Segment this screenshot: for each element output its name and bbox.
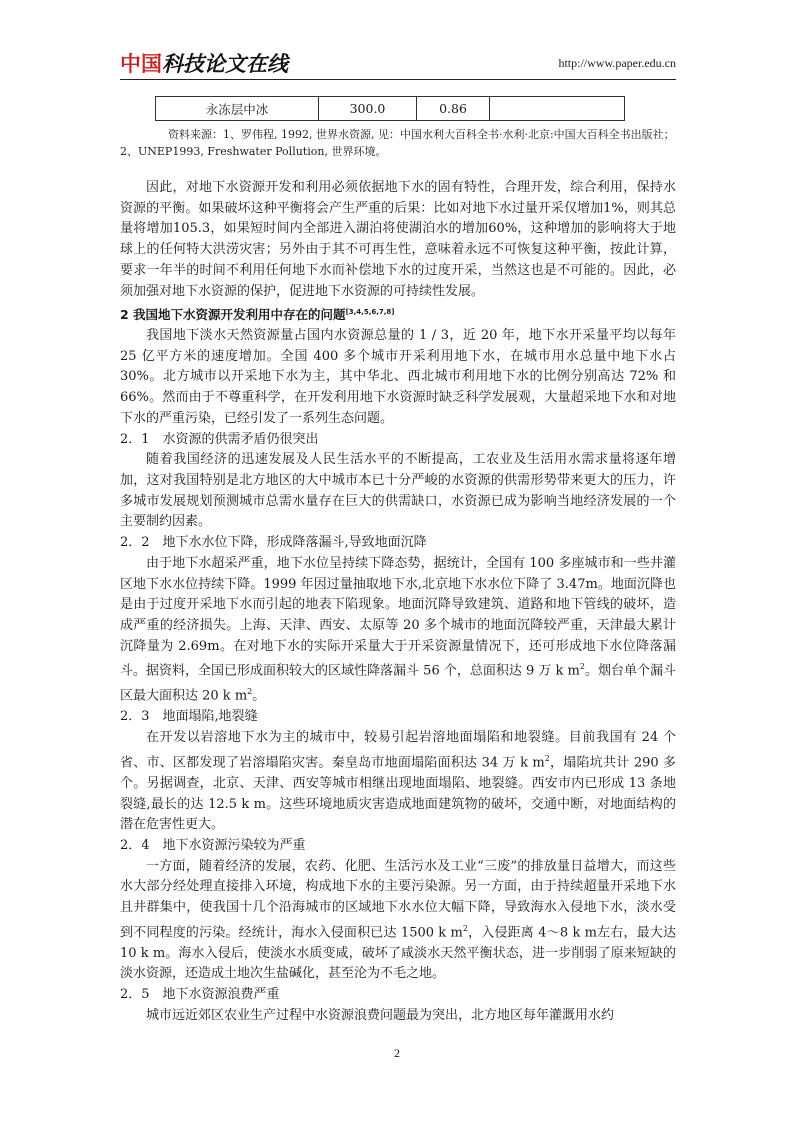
section-title: 2 我国地下水资源开发利用中存在的问题 — [120, 307, 346, 323]
table-cell: 永冻层中冰 — [156, 97, 319, 121]
header-rule — [120, 79, 676, 80]
paragraph: 随着我国经济的迅速发展及人民生活水平的不断提高，工农业及生活用水需求量将逐年增加，这对我国特别是北方地区的大中城市本已十分严峻的水资源的供需形势带来更大的压力，许多城市发展规划预测城市总需水量存在巨大的供需缺口，水资源已成为影响当地经济发展的一个主要制约因素。 — [120, 452, 676, 530]
subsection-heading: 2．2 地下水水位下降，形成降落漏斗,导致地面沉降 — [120, 535, 427, 551]
subsection-heading: 2．5 地下水资源浪费严重 — [120, 987, 280, 1003]
subsection-heading: 2．4 地下水资源污染较为严重 — [120, 837, 306, 853]
table-cell: 300.0 — [319, 97, 417, 121]
page-number: 2 — [394, 1046, 400, 1060]
paragraph-text: ，入侵距离 4～8 k m左右，最大达 10 k m。海水入侵后，使淡水水质变咸，破坏了咸淡水天然平衡状态，进一步削弱了原来短缺的淡水资源，还造成土地次生盐碱化，甚至沦为不毛之地。 — [120, 925, 676, 982]
source-note-text: 资料来源：1、罗伟程, 1992, 世界水资源, 见：中国水利大百科全书·水利·北京:中国大百科全书出版社；2、UNEP1993, Freshwater Pollution, 世界环境。 — [120, 128, 675, 158]
paragraph — [120, 554, 676, 708]
header-url: http://www.paper.edu.cn — [558, 56, 676, 70]
paragraph-text: ，塌陷坑共计 290 多个。另据调查，北京、天津、西安等城市相继出现地面塌陷、地裂缝。西安市内已形成 13 条地裂缝,最长的达 12.5 k m。这些环境地质灾害造成地面建筑物的破坏，交通中断，对地面结构的潜在危害性更大。 — [120, 755, 677, 833]
superscript: 2 — [579, 662, 585, 672]
logo-red-text: 中国 — [120, 52, 162, 76]
paragraph-text: 。烟台单个漏斗区最大面积达 20 k m — [120, 663, 676, 704]
page-header — [120, 44, 676, 78]
section-heading — [120, 302, 676, 326]
subsection-heading: 2．3 地面塌陷,地裂缝 — [120, 709, 258, 725]
paragraph-text: 在开发以岩溶地下水为主的城市中，较易引起岩溶地面塌陷和地裂缝。目前我国有 24 个省、市、区都发现了岩溶塌陷灾害。秦皇岛市地面塌陷面积达 34 万 k m — [120, 730, 676, 771]
logo-black-text: 科技论文在线 — [162, 52, 288, 76]
data-table-fragment — [155, 96, 625, 121]
paragraph-text: 一方面，随着经济的发展，农药、化肥、生活污水及工业“三废”的排放量日益增大，而这些水大部分经处理直接排入环境，构成地下水的主要污染源。另一方面，由于持续超量开采地下水且井群集中，使我国十几个沿海城市的区域地下水水位大幅下降，导致海水入侵地下水，淡水受到不同程度的污染。经统计，海水入侵面积已达 1500 k m — [120, 858, 676, 941]
body-text — [120, 178, 676, 1027]
paragraph: 我国地下淡水天然资源量占国内水资源总量的 1 / 3，近 20 年，地下水开采量平均以每年 25 亿平方米的速度增加。全国 400 多个城市开采利用地下水，在城市用水总量中地下水占 30%。北方城市以开采地下水为主，其中华北、西北城市利用地下水的比例分别高达 72% 和 66%。然而由于不尊重科学，在开发利用地下水资源时缺乏科学发展观，大量超采地下水和对地下水的严重污染，已经引发了一系列生态问题。 — [120, 328, 676, 426]
paragraph — [120, 857, 676, 986]
paragraph-text: 由于地下水超采严重，地下水位呈持续下降态势，据统计，全国有 100 多座城市和一些井灌区地下水水位持续下降。1999 年因过量抽取地下水,北京地下水水位下降了 3.47m。地面沉降也是由于过度开采地下水而引起的地表下陷现象。地面沉降导致建筑、道路和地下管线的破坏，造成严重的经济损失。上海、天津、西安、太原等 20 多个城市的地面沉降较严重，天津最大累计沉降量为 2.69m。在对地下水的实际开采量大于开采资源量情况下，还可形成地下水位降落漏斗。据资料，全国已形成面积较大的区域性降落漏斗 56 个，总面积达 9 万 k m — [120, 555, 676, 679]
paragraph: 因此，对地下水资源开发和利用必须依据地下水的固有特性，合理开发，综合利用，保持水资源的平衡。如果破坏这种平衡将会产生严重的后果：比如对地下水过量开采仅增加1%，则其总量将增加105.3，如果短时间内全部进入湖泊将使湖泊水的增加60%，这种增加的影响将大于地球上的任何特大洪涝灾害；另外由于其不可再生性，意味着永远不可恢复这种平衡，按此计算，要求一年半的时间不利用任何地下水而补偿地下水的过度开采，当然这也是不可能的。因此，必须加强对地下水资源的保护，促进地下水资源的可持续性发展。 — [120, 180, 676, 299]
table-source-note — [120, 126, 680, 160]
citation-ref: [3,4,5,6,7,8] — [345, 308, 395, 317]
superscript: 2 — [544, 753, 550, 763]
table-row — [156, 97, 625, 121]
subsection-heading: 2．1 水资源的供需矛盾仍很突出 — [120, 431, 319, 447]
paragraph — [120, 728, 676, 836]
paragraph-text: 。 — [252, 688, 266, 704]
site-logo — [120, 48, 288, 78]
superscript: 2 — [462, 923, 468, 933]
paragraph: 城市远近郊区农业生产过程中水资源浪费问题最为突出，北方地区每年灌溉用水约 — [146, 1007, 615, 1023]
table-cell — [490, 97, 625, 121]
table-cell: 0.86 — [417, 97, 490, 121]
superscript: 2 — [247, 687, 253, 697]
